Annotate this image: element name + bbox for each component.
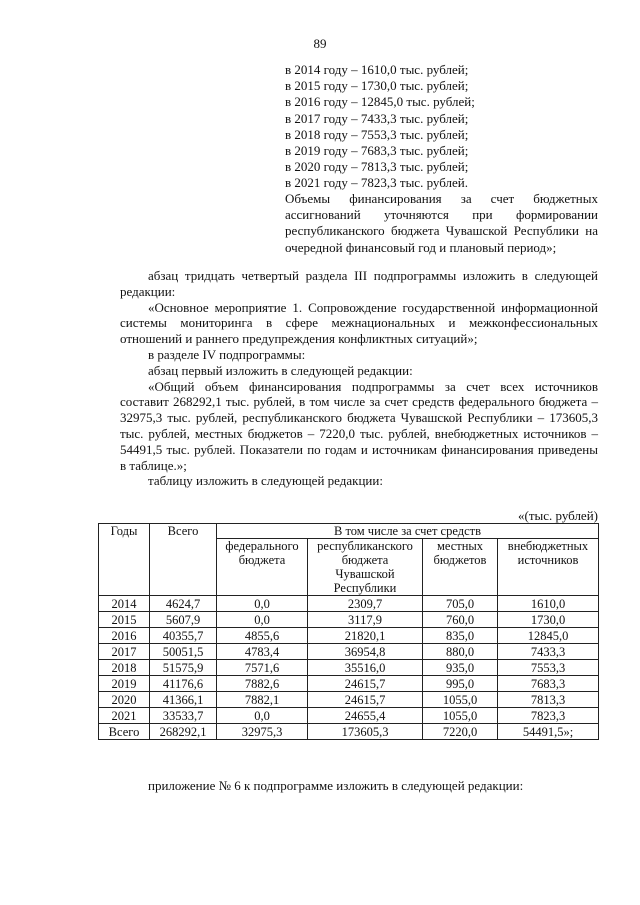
table-cell: 2020	[99, 692, 150, 708]
paragraph: абзац первый изложить в следующей редакции:	[148, 362, 413, 378]
header-total: Всего	[150, 524, 217, 596]
paragraph: в разделе IV подпрограммы:	[148, 346, 306, 362]
table-cell: 33533,7	[150, 708, 217, 724]
table-row	[99, 708, 599, 724]
year-funding-list	[285, 62, 475, 192]
paragraph: «Общий объем финансирования подпрограммы за счет всех источников составит 268292,1 тыс. рублей, в том числе за счет средств федерального бюджета – 32975,3 тыс. рублей, республиканского бюджета Чувашской Республики – 173605,3 тыс. рублей, местных бюджетов – 7220,0 тыс. рублей, внебюджетных источников – 54491,5 тыс. рублей. Показатели по годам и источникам финансирования приведены в таблице.»;	[120, 378, 598, 473]
closing-line: приложение № 6 к подпрограмме изложить в следующей редакции:	[148, 778, 524, 793]
table-cell: 7683,3	[498, 676, 599, 692]
header-local: местных бюджетов	[423, 539, 498, 596]
paragraph: абзац тридцать четвертый раздела III подпрограммы изложить в следующей редакции:	[120, 268, 598, 299]
year-funding-item: в 2021 году – 7823,3 тыс. рублей.	[285, 175, 468, 191]
funding-table	[98, 523, 599, 740]
table-row	[99, 724, 599, 740]
table-cell: 1610,0	[498, 596, 599, 612]
year-funding-item: в 2018 году – 7553,3 тыс. рублей;	[285, 126, 469, 142]
table-cell: 51575,9	[150, 660, 217, 676]
table-cell: 0,0	[217, 596, 308, 612]
table-cell: 4624,7	[150, 596, 217, 612]
page-number: 89	[313, 36, 327, 51]
header-extra: внебюджетных источников	[498, 539, 599, 596]
table-cell: 12845,0	[498, 628, 599, 644]
table-cell: 7813,3	[498, 692, 599, 708]
table-row	[99, 644, 599, 660]
table-cell: 2017	[99, 644, 150, 660]
table-cell: 0,0	[217, 612, 308, 628]
table-cell: 24615,7	[308, 692, 423, 708]
table-cell: 5607,9	[150, 612, 217, 628]
header-group: В том числе за счет средств	[217, 524, 599, 539]
table-cell: 0,0	[217, 708, 308, 724]
table-cell: 7433,3	[498, 644, 599, 660]
header-years: Годы	[99, 524, 150, 596]
paragraph: «Основное мероприятие 1. Сопровождение государственной информационной системы мониторинга в сфере межнациональных и межконфессиональных отношений и раннего предупреждения конфликтных ситуаций»;	[120, 299, 598, 347]
table-cell: 1055,0	[423, 708, 498, 724]
table-unit: «(тыс. рублей)	[517, 508, 598, 523]
year-funding-item: в 2015 году – 1730,0 тыс. рублей;	[285, 78, 469, 94]
table-cell: 7571,6	[217, 660, 308, 676]
year-funding-item: в 2016 году – 12845,0 тыс. рублей;	[285, 94, 475, 110]
header-republic: республиканского бюджета Чувашской Республики	[308, 539, 423, 596]
funding-note: Объемы финансирования за счет бюджетных ассигнований уточняются при формировании республиканского бюджета Чувашской Республики на очередной финансовый год и плановый период»;	[285, 191, 598, 255]
table-cell: 7220,0	[423, 724, 498, 740]
paragraph: таблицу изложить в следующей редакции:	[148, 473, 383, 489]
table-cell: 21820,1	[308, 628, 423, 644]
table-cell: 32975,3	[217, 724, 308, 740]
table-cell: Всего	[99, 724, 150, 740]
table-cell: 2019	[99, 676, 150, 692]
table-cell: 41176,6	[150, 676, 217, 692]
table-cell: 1730,0	[498, 612, 599, 628]
year-funding-item: в 2017 году – 7433,3 тыс. рублей;	[285, 110, 469, 126]
table-cell: 41366,1	[150, 692, 217, 708]
table-cell: 2309,7	[308, 596, 423, 612]
table-cell: 880,0	[423, 644, 498, 660]
header-federal: федерального бюджета	[217, 539, 308, 596]
table-row	[99, 692, 599, 708]
table-cell: 2014	[99, 596, 150, 612]
table-cell: 7553,3	[498, 660, 599, 676]
table-cell: 35516,0	[308, 660, 423, 676]
table-row	[99, 612, 599, 628]
table-cell: 1055,0	[423, 692, 498, 708]
table-row	[99, 676, 599, 692]
year-funding-item: в 2019 году – 7683,3 тыс. рублей;	[285, 143, 469, 159]
table-cell: 2018	[99, 660, 150, 676]
table-cell: 40355,7	[150, 628, 217, 644]
year-funding-item: в 2014 году – 1610,0 тыс. рублей;	[285, 62, 469, 77]
table-cell: 7823,3	[498, 708, 599, 724]
table-cell: 4783,4	[217, 644, 308, 660]
table-row	[99, 660, 599, 676]
table-cell: 2016	[99, 628, 150, 644]
year-funding-item: в 2020 году – 7813,3 тыс. рублей;	[285, 159, 469, 175]
table-cell: 268292,1	[150, 724, 217, 740]
table-cell: 7882,6	[217, 676, 308, 692]
table-cell: 760,0	[423, 612, 498, 628]
table-cell: 3117,9	[308, 612, 423, 628]
table-cell: 24615,7	[308, 676, 423, 692]
table-cell: 835,0	[423, 628, 498, 644]
table-cell: 173605,3	[308, 724, 423, 740]
table-cell: 7882,1	[217, 692, 308, 708]
table-row	[99, 628, 599, 644]
table-cell: 4855,6	[217, 628, 308, 644]
table-cell: 50051,5	[150, 644, 217, 660]
table-cell: 995,0	[423, 676, 498, 692]
table-cell: 705,0	[423, 596, 498, 612]
table-row	[99, 596, 599, 612]
table-cell: 2015	[99, 612, 150, 628]
table-cell: 935,0	[423, 660, 498, 676]
table-cell: 36954,8	[308, 644, 423, 660]
table-cell: 54491,5»;	[498, 724, 599, 740]
table-cell: 24655,4	[308, 708, 423, 724]
amendment-text	[120, 268, 598, 489]
table-cell: 2021	[99, 708, 150, 724]
